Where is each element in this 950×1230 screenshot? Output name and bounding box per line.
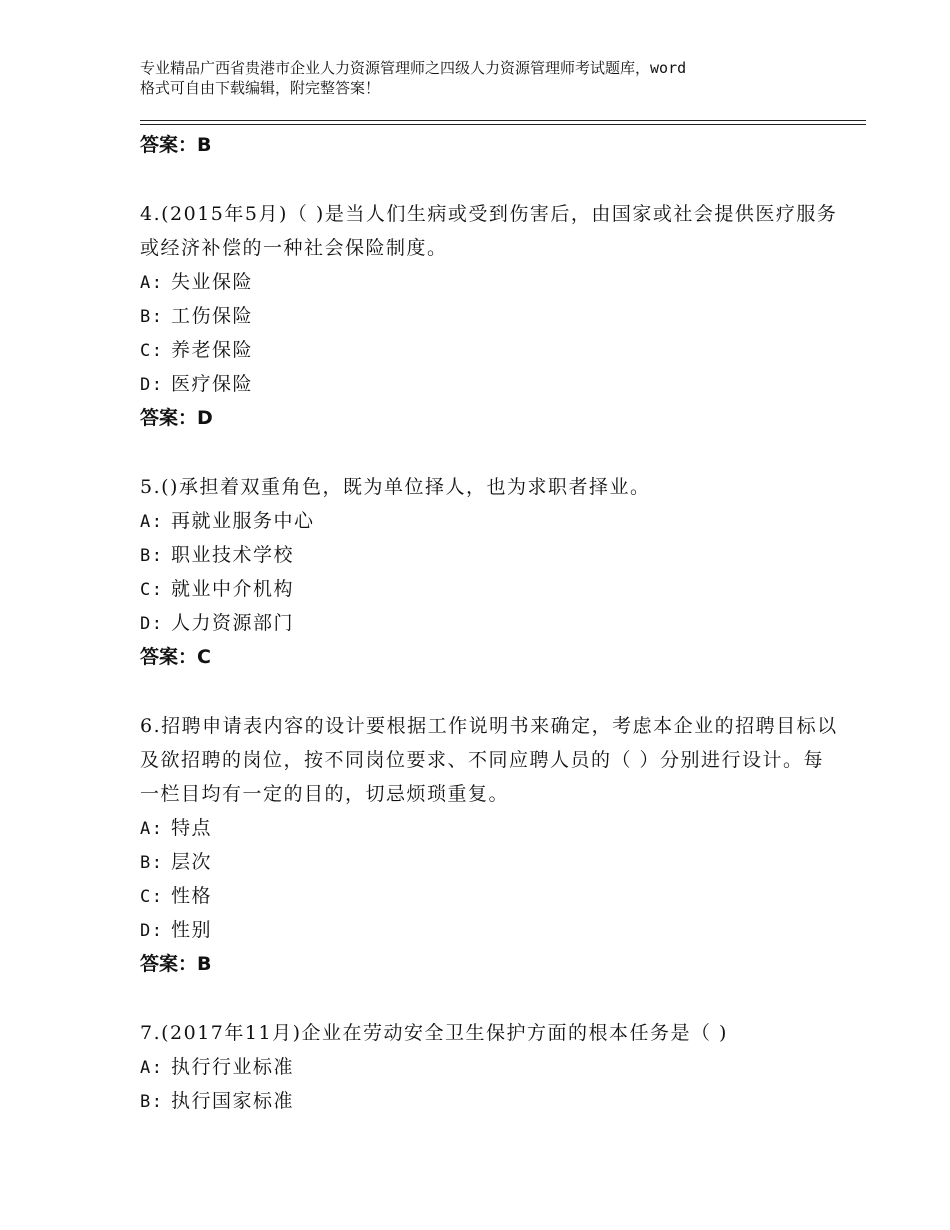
question-4: [140, 197, 840, 435]
question-text: 5.()承担着双重角色，既为单位择人，也为求职者择业。: [140, 476, 651, 498]
option-a: A: 失业保险: [140, 271, 254, 293]
question-text: 7.(2017年11月)企业在劳动安全卫生保护方面的根本任务是（ ): [140, 1022, 728, 1044]
option-a: A: 执行行业标准: [140, 1056, 295, 1078]
question-5: [140, 470, 840, 674]
option-c: C: 就业中介机构: [140, 578, 295, 600]
question-list: [140, 126, 840, 1118]
option-a: A: 再就业服务中心: [140, 510, 315, 532]
option-c: C: 性格: [140, 885, 213, 907]
answer: 答案：C: [140, 646, 211, 668]
option-d: D: 人力资源部门: [140, 612, 295, 634]
previous-answer: 答案：B: [140, 134, 212, 156]
question-6: [140, 709, 840, 981]
option-a: A: 特点: [140, 817, 213, 839]
option-b: B: 职业技术学校: [140, 544, 295, 566]
document-header: [140, 58, 830, 98]
answer: 答案：D: [140, 407, 213, 429]
header-divider-top: [140, 120, 866, 121]
header-line-1: 专业精品广西省贵港市企业人力资源管理师之四级人力资源管理师考试题库，word: [140, 59, 687, 77]
question-7: [140, 1016, 840, 1118]
question-text: 6.招聘申请表内容的设计要根据工作说明书来确定，考虑本企业的招聘目标以及欲招聘的岗位，按不同岗位要求、不同应聘人员的（ ）分别进行设计。每一栏目均有一定的目的，切忌烦琐重复。: [140, 715, 838, 805]
option-b: B: 层次: [140, 851, 213, 873]
option-d: D: 医疗保险: [140, 373, 254, 395]
option-b: B: 执行国家标准: [140, 1090, 295, 1112]
question-text: 4.(2015年5月)（ )是当人们生病或受到伤害后，由国家或社会提供医疗服务或经济补偿的一种社会保险制度。: [140, 203, 838, 259]
option-c: C: 养老保险: [140, 339, 254, 361]
option-b: B: 工伤保险: [140, 305, 254, 327]
header-divider-bottom: [140, 124, 866, 125]
answer: 答案：B: [140, 953, 212, 975]
option-d: D: 性别: [140, 919, 213, 941]
header-line-2: 格式可自由下载编辑，附完整答案！: [140, 79, 381, 97]
